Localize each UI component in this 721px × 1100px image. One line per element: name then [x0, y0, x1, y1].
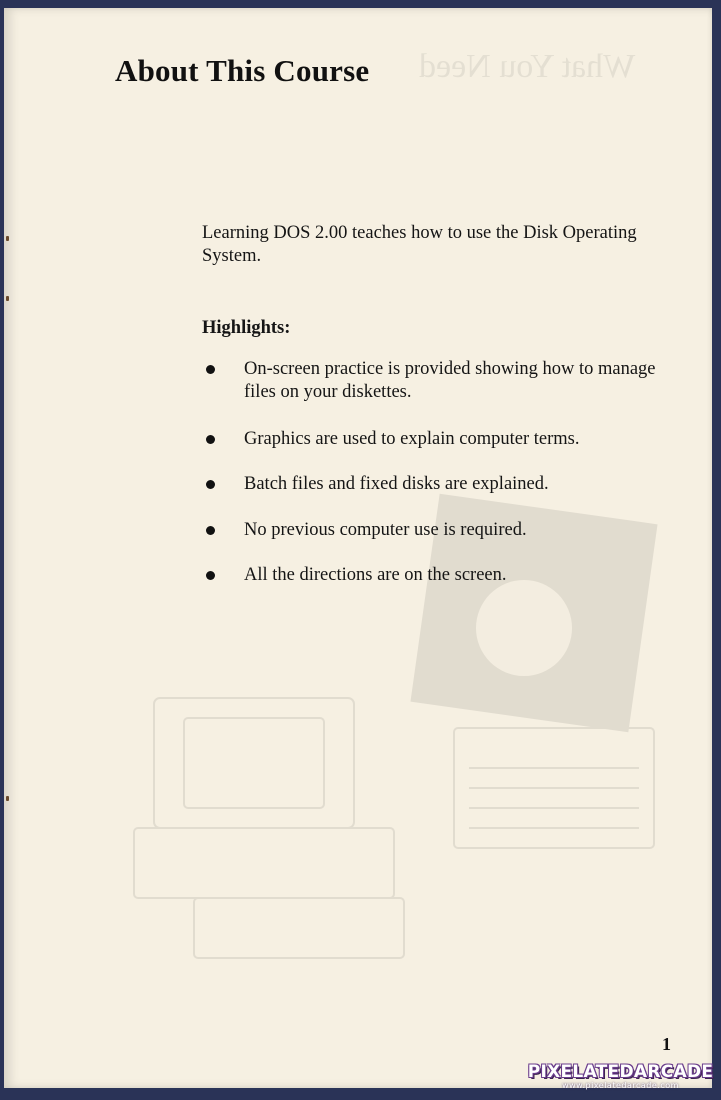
- bullet-icon: [206, 435, 215, 444]
- site-watermark: [522, 1063, 719, 1091]
- intro-paragraph: Learning DOS 2.00 teaches how to use the Disk Operating System.: [202, 223, 637, 266]
- bleed-through-title: What You Need: [419, 48, 636, 85]
- page-number: 1: [662, 1034, 671, 1054]
- course-description: [202, 222, 672, 585]
- highlight-text: Graphics are used to explain computer terms.: [244, 429, 580, 449]
- watermark-url: www.pixelatedarcade.com: [562, 1081, 679, 1090]
- page-title: About This Course: [115, 53, 370, 88]
- highlight-text: No previous computer use is required.: [244, 520, 527, 540]
- highlight-text: On-screen practice is provided showing how to manage files on your diskettes.: [244, 359, 656, 402]
- binding-hole-mark: [6, 796, 9, 801]
- highlight-text: All the directions are on the screen.: [244, 565, 507, 585]
- manual-page: [4, 8, 712, 1088]
- bullet-icon: [206, 526, 215, 535]
- binding-hole-mark: [6, 236, 9, 241]
- bullet-icon: [206, 480, 215, 489]
- highlights-heading: Highlights:: [202, 318, 291, 338]
- highlight-text: Batch files and fixed disks are explained.: [244, 474, 549, 494]
- bullet-icon: [206, 571, 215, 580]
- binding-hole-mark: [6, 296, 9, 301]
- bullet-icon: [206, 365, 215, 374]
- bleed-through-illustration: [124, 428, 664, 988]
- watermark-brand: PIXELATEDARCADE: [527, 1062, 714, 1082]
